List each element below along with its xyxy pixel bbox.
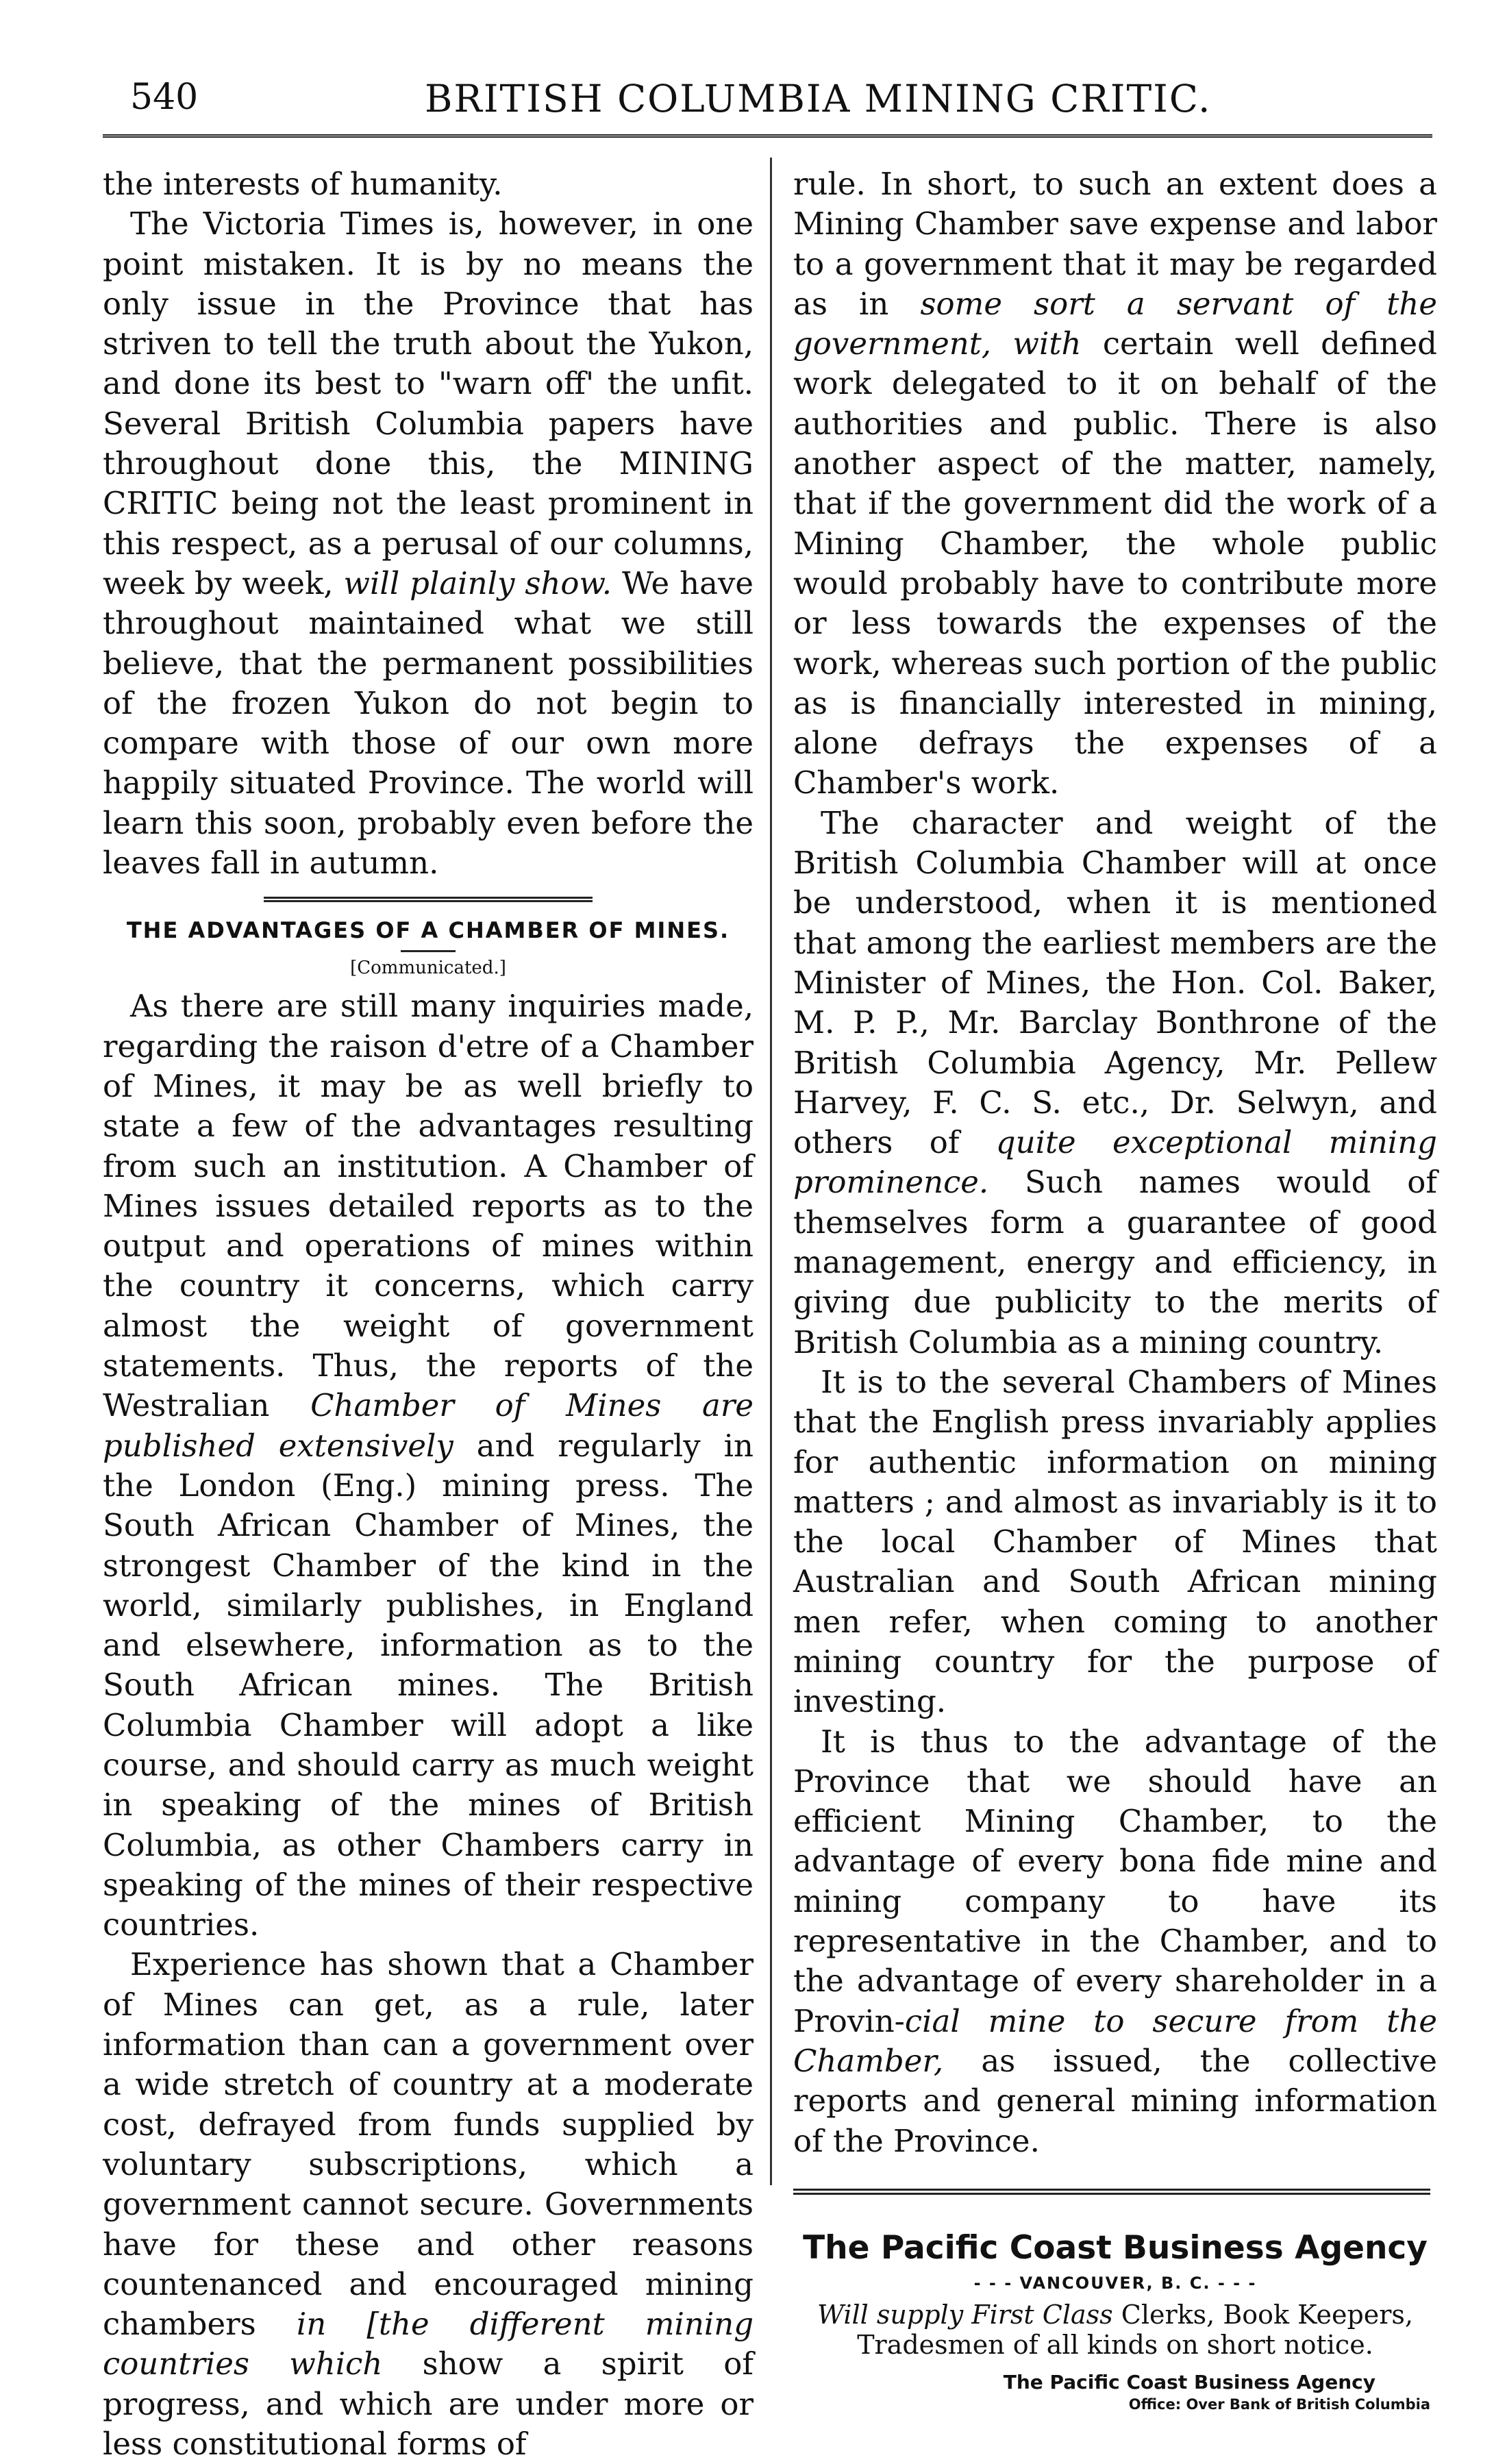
page-number: 540 [130, 77, 199, 118]
advertisement-city: - - - VANCOUVER, B. C. - - - [973, 2273, 1257, 2293]
heading-underline [401, 950, 456, 952]
byline: [Communicated.] [350, 958, 506, 979]
paragraph: It is to the several Chambers of Mines that the English press invariably applies for authentic information on mining matters ; and almost as invariably is it to the local Chamber of Mines that Australian and South African mining men refer, when coming to another mining country for the purpose of investing. [793, 1363, 1437, 1720]
advertisement-offer: Will supply First Class Clerks, Book Keepers, Tradesmen of all kinds on short notice. [817, 2299, 1414, 2360]
paragraph: the interests of humanity. [103, 166, 503, 202]
advertisement-office: Office: Over Bank of British Columbia [1128, 2395, 1430, 2413]
advertisement-name: The Pacific Coast Business Agency [803, 2228, 1428, 2267]
left-column [103, 164, 754, 2464]
paragraph: The character and weight of the British Columbia Chamber will at once be understood, when it is mentioned that among the earliest members are the Minister of Mines, the Hon. Col. Baker, M. P. P., Mr. Barclay Bonthrone of the British Columbia Agency, Mr. Pellew Harvey, F. C. S. etc., Dr. Selwyn, and others of quite exceptional mining prominence. Such names would of themselves form a guarantee of good management, energy and efficiency, in giving due publicity to the merits of British Columbia as a mining country. [793, 804, 1437, 1360]
paragraph: As there are still many inquiries made, regarding the raison d'etre of a Chamber of Mines, it may be as well briefly to state a few of the advantages resulting from such an institution. A Chamber of Mines issues detailed reports as to the output and operations of mines within the country it concerns, which carry almost the weight of government statements. Thus, the reports of the Westralian Chamber of Mines are published extensively and regularly in the London (Eng.) mining press. The South African Chamber of Mines, the strongest Chamber of the kind in the world, similarly publishes, in England and elsewhere, information as to the South African mines. The British Columbia Chamber will adopt a like course, and should carry as much weight in speaking of the mines of British Columbia, as other Chambers carry in speaking of the mines of their respective countries. [103, 988, 754, 1943]
page-header [0, 77, 1494, 125]
paragraph: It is thus to the advantage of the Province that we should have an efficient Mining Chamber, to the advantage of every bona fide mine and mining company to have its representative in the Chamber, and to the advantage of every shareholder in a Provin-cial mine to secure from the Chamber, as issued, the collective reports and general mining information of the Province. [793, 1723, 1437, 2159]
journal-title: BRITISH COLUMBIA MINING CRITIC. [425, 77, 1212, 121]
advertisement-signature: The Pacific Coast Business Agency [1003, 2370, 1375, 2393]
advertisement-rule [793, 2189, 1430, 2195]
paragraph: The Victoria Times is, however, in one point mistaken. It is by no means the only issue in the Province that has striven to tell the truth about the Yukon, and done its best to "warn off' the unfit. Several British Columbia papers have throughout done this, the MINING CRITIC being not the least prominent in this respect, as a perusal of our columns, week by week, will plainly show. We have throughout maintained what we still believe, that the permanent possibilities of the frozen Yukon do not begin to compare with those of our own more happily situated Province. The world will learn this soon, probably even before the leaves fall in autumn. [103, 206, 754, 882]
header-rule [103, 134, 1432, 138]
advertisement [793, 2229, 1437, 2413]
section-rule [264, 897, 593, 902]
right-column [793, 164, 1437, 2413]
paragraph: rule. In short, to such an extent does a Mining Chamber save expense and labor to a government that it may be regarded as in some sort a servant of the government, with certain well defined work delegated to it on behalf of the authorities and public. There is also another aspect of the matter, namely, that if the government did the work of a Mining Chamber, the whole public would probably have to contribute more or less towards the expenses of the work, whereas such portion of the public as is financially interested in mining, alone defrays the expenses of a Chamber's work. [793, 166, 1437, 801]
column-divider [770, 158, 772, 2185]
paragraph: Experience has shown that a Chamber of Mines can get, as a rule, later information than can a government over a wide stretch of country at a moderate cost, defrayed from funds supplied by voluntary subscriptions, which a government cannot secure. Governments have for these and other reasons countenanced and encouraged mining chambers in [the different mining countries which show a spirit of progress, and which are under more or less constitutional forms of [103, 1946, 754, 2463]
section-heading: THE ADVANTAGES OF A CHAMBER OF MINES. [126, 917, 730, 944]
